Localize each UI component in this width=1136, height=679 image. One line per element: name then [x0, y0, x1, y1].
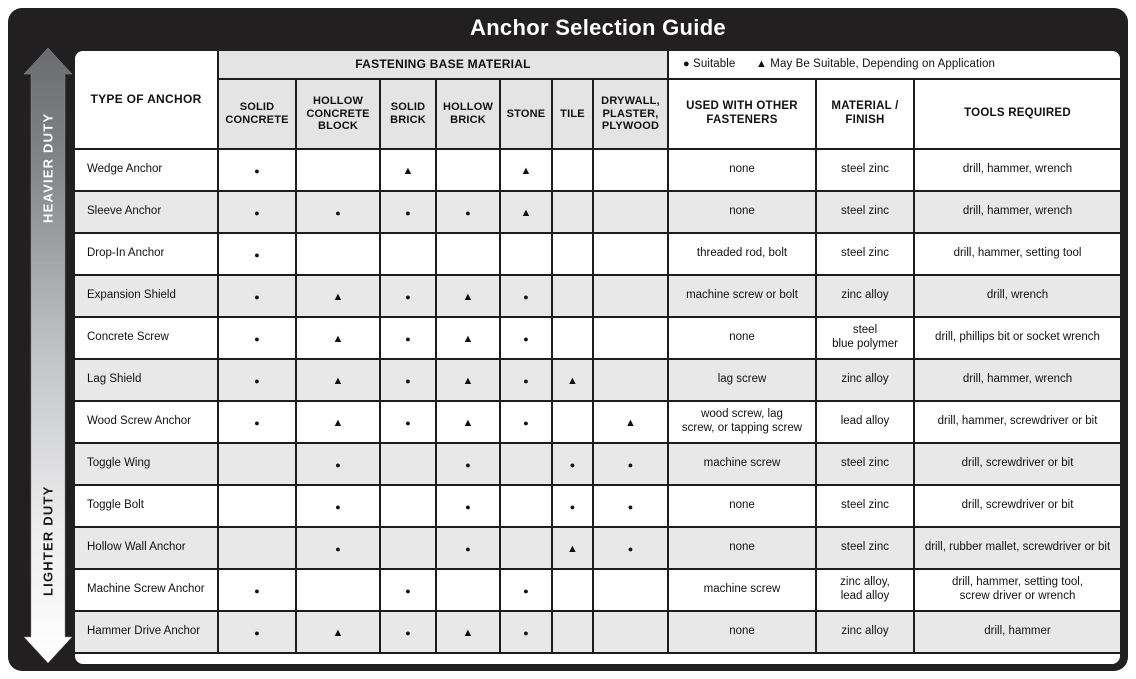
empty-mark-cell — [552, 233, 593, 275]
fasteners-cell: none — [668, 485, 816, 527]
suitable-mark-cell — [218, 317, 296, 359]
header-fastening-base-material: FASTENING BASE MATERIAL — [218, 51, 668, 79]
triangle-icon — [333, 625, 344, 639]
dot-icon — [465, 541, 470, 555]
maybe-suitable-mark-cell — [500, 149, 552, 191]
header-tile: TILE — [552, 79, 593, 149]
legend-suitable-label: Suitable — [693, 57, 736, 70]
material-finish-cell: steel zinc — [816, 443, 914, 485]
empty-mark-cell — [593, 275, 668, 317]
header-drywall-plaster-plywood: DRYWALL, PLASTER, PLYWOOD — [593, 79, 668, 149]
empty-mark-cell — [552, 569, 593, 611]
suitable-mark-cell — [218, 149, 296, 191]
table-row — [75, 443, 1120, 485]
anchor-type-cell: Lag Shield — [75, 359, 218, 401]
fasteners-cell: none — [668, 527, 816, 569]
tools-required-cell: drill, hammer, wrench — [914, 191, 1120, 233]
suitable-mark-cell — [593, 485, 668, 527]
empty-mark-cell — [436, 149, 500, 191]
tools-required-cell: drill, hammer, screwdriver or bit — [914, 401, 1120, 443]
dot-icon — [405, 289, 410, 303]
fasteners-cell: none — [668, 611, 816, 653]
anchor-selection-table — [75, 51, 1120, 654]
header-material-finish: MATERIAL / FINISH — [816, 79, 914, 149]
empty-mark-cell — [593, 149, 668, 191]
table-row — [75, 317, 1120, 359]
anchor-type-cell: Hammer Drive Anchor — [75, 611, 218, 653]
maybe-suitable-mark-cell — [296, 317, 380, 359]
tools-required-cell: drill, phillips bit or socket wrench — [914, 317, 1120, 359]
header-hollow-concrete-block: HOLLOW CONCRETE BLOCK — [296, 79, 380, 149]
suitable-mark-cell — [436, 191, 500, 233]
legend-maybe-icon: ▲ — [756, 57, 767, 70]
fasteners-cell: none — [668, 317, 816, 359]
suitable-mark-cell — [380, 275, 436, 317]
suitable-mark-cell — [380, 611, 436, 653]
suitable-mark-cell — [552, 485, 593, 527]
tools-required-cell: drill, screwdriver or bit — [914, 485, 1120, 527]
material-finish-cell: steel zinc — [816, 485, 914, 527]
triangle-icon — [333, 415, 344, 429]
maybe-suitable-mark-cell — [593, 401, 668, 443]
maybe-suitable-mark-cell — [380, 149, 436, 191]
dot-icon — [254, 331, 259, 345]
fasteners-cell: none — [668, 191, 816, 233]
material-finish-cell: steel zinc — [816, 233, 914, 275]
empty-mark-cell — [552, 149, 593, 191]
dot-icon — [254, 625, 259, 639]
header-used-with-other-fasteners: USED WITH OTHER FASTENERS — [668, 79, 816, 149]
empty-mark-cell — [500, 443, 552, 485]
table-row — [75, 359, 1120, 401]
dot-icon — [523, 331, 528, 345]
empty-mark-cell — [552, 401, 593, 443]
dot-icon — [628, 457, 633, 471]
dot-icon — [628, 499, 633, 513]
triangle-icon — [463, 415, 474, 429]
dot-icon — [628, 541, 633, 555]
suitable-mark-cell — [500, 569, 552, 611]
material-finish-cell: zinc alloy, lead alloy — [816, 569, 914, 611]
empty-mark-cell — [296, 233, 380, 275]
fasteners-cell: lag screw — [668, 359, 816, 401]
empty-mark-cell — [593, 569, 668, 611]
material-finish-cell: lead alloy — [816, 401, 914, 443]
suitable-mark-cell — [218, 569, 296, 611]
empty-mark-cell — [380, 443, 436, 485]
suitable-mark-cell — [436, 527, 500, 569]
suitable-mark-cell — [380, 359, 436, 401]
material-finish-cell: zinc alloy — [816, 611, 914, 653]
tools-required-cell: drill, hammer, wrench — [914, 149, 1120, 191]
material-finish-cell: steel blue polymer — [816, 317, 914, 359]
header-group-row — [75, 51, 1120, 79]
tools-required-cell: drill, wrench — [914, 275, 1120, 317]
anchor-type-cell: Toggle Bolt — [75, 485, 218, 527]
table-row — [75, 527, 1120, 569]
suitable-mark-cell — [436, 485, 500, 527]
suitable-mark-cell — [593, 443, 668, 485]
empty-mark-cell — [380, 233, 436, 275]
maybe-suitable-mark-cell — [436, 317, 500, 359]
suitable-mark-cell — [218, 401, 296, 443]
suitable-mark-cell — [380, 191, 436, 233]
dot-icon — [523, 583, 528, 597]
suitable-mark-cell — [380, 317, 436, 359]
triangle-icon — [333, 289, 344, 303]
empty-mark-cell — [218, 443, 296, 485]
empty-mark-cell — [436, 569, 500, 611]
maybe-suitable-mark-cell — [436, 401, 500, 443]
header-hollow-brick: HOLLOW BRICK — [436, 79, 500, 149]
dot-icon — [570, 457, 575, 471]
suitable-mark-cell — [436, 443, 500, 485]
tools-required-cell: drill, hammer — [914, 611, 1120, 653]
dot-icon — [254, 289, 259, 303]
anchor-type-cell: Drop-In Anchor — [75, 233, 218, 275]
anchor-type-cell: Wood Screw Anchor — [75, 401, 218, 443]
anchor-type-cell: Wedge Anchor — [75, 149, 218, 191]
guide-frame — [8, 8, 1128, 671]
maybe-suitable-mark-cell — [552, 527, 593, 569]
anchor-selection-table-wrap — [75, 51, 1120, 664]
maybe-suitable-mark-cell — [436, 275, 500, 317]
suitable-mark-cell — [218, 191, 296, 233]
fasteners-cell: machine screw — [668, 443, 816, 485]
dot-icon — [335, 457, 340, 471]
suitable-mark-cell — [380, 569, 436, 611]
header-type-of-anchor: TYPE OF ANCHOR — [75, 51, 218, 149]
suitable-mark-cell — [500, 611, 552, 653]
empty-mark-cell — [593, 191, 668, 233]
dot-icon — [335, 205, 340, 219]
empty-mark-cell — [296, 149, 380, 191]
table-row — [75, 485, 1120, 527]
dot-icon — [465, 499, 470, 513]
dot-icon — [405, 415, 410, 429]
page-title: Anchor Selection Guide — [470, 15, 726, 40]
dot-icon — [335, 541, 340, 555]
fasteners-cell: wood screw, lag screw, or tapping screw — [668, 401, 816, 443]
anchor-type-cell: Toggle Wing — [75, 443, 218, 485]
material-finish-cell: steel zinc — [816, 527, 914, 569]
tools-required-cell: drill, hammer, setting tool — [914, 233, 1120, 275]
triangle-icon — [567, 541, 578, 555]
maybe-suitable-mark-cell — [296, 359, 380, 401]
dot-icon — [254, 583, 259, 597]
dot-icon — [523, 373, 528, 387]
triangle-icon — [463, 289, 474, 303]
dot-icon — [335, 499, 340, 513]
material-finish-cell: zinc alloy — [816, 275, 914, 317]
suitable-mark-cell — [500, 275, 552, 317]
dot-icon — [405, 373, 410, 387]
empty-mark-cell — [593, 233, 668, 275]
empty-mark-cell — [593, 317, 668, 359]
empty-mark-cell — [380, 485, 436, 527]
table-head — [75, 51, 1120, 149]
suitable-mark-cell — [593, 527, 668, 569]
empty-mark-cell — [436, 233, 500, 275]
material-finish-cell: zinc alloy — [816, 359, 914, 401]
triangle-icon — [567, 373, 578, 387]
table-row — [75, 233, 1120, 275]
table-body — [75, 149, 1120, 653]
suitable-mark-cell — [500, 317, 552, 359]
empty-mark-cell — [500, 233, 552, 275]
table-row — [75, 611, 1120, 653]
suitable-mark-cell — [218, 275, 296, 317]
tools-required-cell: drill, screwdriver or bit — [914, 443, 1120, 485]
dot-icon — [523, 625, 528, 639]
empty-mark-cell — [218, 485, 296, 527]
empty-mark-cell — [380, 527, 436, 569]
anchor-type-cell: Hollow Wall Anchor — [75, 527, 218, 569]
empty-mark-cell — [593, 359, 668, 401]
dot-icon — [570, 499, 575, 513]
material-finish-cell: steel zinc — [816, 191, 914, 233]
dot-icon — [254, 415, 259, 429]
suitable-mark-cell — [296, 443, 380, 485]
dot-icon — [465, 457, 470, 471]
dot-icon — [523, 415, 528, 429]
dot-icon — [254, 163, 259, 177]
triangle-icon — [463, 331, 474, 345]
header-tools-required: TOOLS REQUIRED — [914, 79, 1120, 149]
suitable-mark-cell — [380, 401, 436, 443]
maybe-suitable-mark-cell — [552, 359, 593, 401]
empty-mark-cell — [552, 611, 593, 653]
dot-icon — [254, 205, 259, 219]
header-solid-concrete: SOLID CONCRETE — [218, 79, 296, 149]
material-finish-cell: steel zinc — [816, 149, 914, 191]
suitable-mark-cell — [296, 527, 380, 569]
dot-icon — [405, 331, 410, 345]
triangle-icon — [625, 415, 636, 429]
empty-mark-cell — [296, 569, 380, 611]
empty-mark-cell — [593, 611, 668, 653]
tools-required-cell: drill, rubber mallet, screwdriver or bit — [914, 527, 1120, 569]
anchor-type-cell: Machine Screw Anchor — [75, 569, 218, 611]
tools-required-cell: drill, hammer, setting tool, screw driver or wrench — [914, 569, 1120, 611]
triangle-icon — [463, 373, 474, 387]
triangle-icon — [463, 625, 474, 639]
triangle-icon — [521, 205, 532, 219]
maybe-suitable-mark-cell — [436, 611, 500, 653]
fasteners-cell: machine screw — [668, 569, 816, 611]
dot-icon — [254, 373, 259, 387]
dot-icon — [254, 247, 259, 261]
tools-required-cell: drill, hammer, wrench — [914, 359, 1120, 401]
maybe-suitable-mark-cell — [296, 275, 380, 317]
dot-icon — [465, 205, 470, 219]
legend — [668, 51, 1120, 79]
empty-mark-cell — [218, 527, 296, 569]
suitable-mark-cell — [218, 359, 296, 401]
duty-label-lighter: LIGHTER DUTY — [40, 485, 56, 596]
header-solid-brick: SOLID BRICK — [380, 79, 436, 149]
triangle-icon — [333, 373, 344, 387]
empty-mark-cell — [500, 527, 552, 569]
dot-icon — [405, 625, 410, 639]
triangle-icon — [403, 163, 414, 177]
suitable-mark-cell — [218, 611, 296, 653]
legend-suitable-icon: ● — [683, 57, 690, 70]
table-row — [75, 569, 1120, 611]
fasteners-cell: machine screw or bolt — [668, 275, 816, 317]
maybe-suitable-mark-cell — [296, 401, 380, 443]
maybe-suitable-mark-cell — [296, 611, 380, 653]
suitable-mark-cell — [296, 485, 380, 527]
dot-icon — [405, 583, 410, 597]
empty-mark-cell — [552, 275, 593, 317]
table-row — [75, 275, 1120, 317]
table-row — [75, 149, 1120, 191]
duty-label-heavier: HEAVIER DUTY — [40, 112, 56, 224]
fasteners-cell: threaded rod, bolt — [668, 233, 816, 275]
maybe-suitable-mark-cell — [436, 359, 500, 401]
triangle-icon — [521, 163, 532, 177]
suitable-mark-cell — [218, 233, 296, 275]
empty-mark-cell — [552, 191, 593, 233]
anchor-type-cell: Sleeve Anchor — [75, 191, 218, 233]
suitable-mark-cell — [552, 443, 593, 485]
empty-mark-cell — [500, 485, 552, 527]
fasteners-cell: none — [668, 149, 816, 191]
legend-maybe-label: May Be Suitable, Depending on Application — [770, 57, 995, 70]
header-stone: STONE — [500, 79, 552, 149]
suitable-mark-cell — [500, 401, 552, 443]
triangle-icon — [333, 331, 344, 345]
dot-icon — [523, 289, 528, 303]
empty-mark-cell — [552, 317, 593, 359]
maybe-suitable-mark-cell — [500, 191, 552, 233]
anchor-type-cell: Concrete Screw — [75, 317, 218, 359]
dot-icon — [405, 205, 410, 219]
table-row — [75, 191, 1120, 233]
duty-scale-arrow — [24, 48, 72, 663]
suitable-mark-cell — [500, 359, 552, 401]
anchor-type-cell: Expansion Shield — [75, 275, 218, 317]
header-columns-row — [75, 79, 1120, 149]
table-row — [75, 401, 1120, 443]
suitable-mark-cell — [296, 191, 380, 233]
